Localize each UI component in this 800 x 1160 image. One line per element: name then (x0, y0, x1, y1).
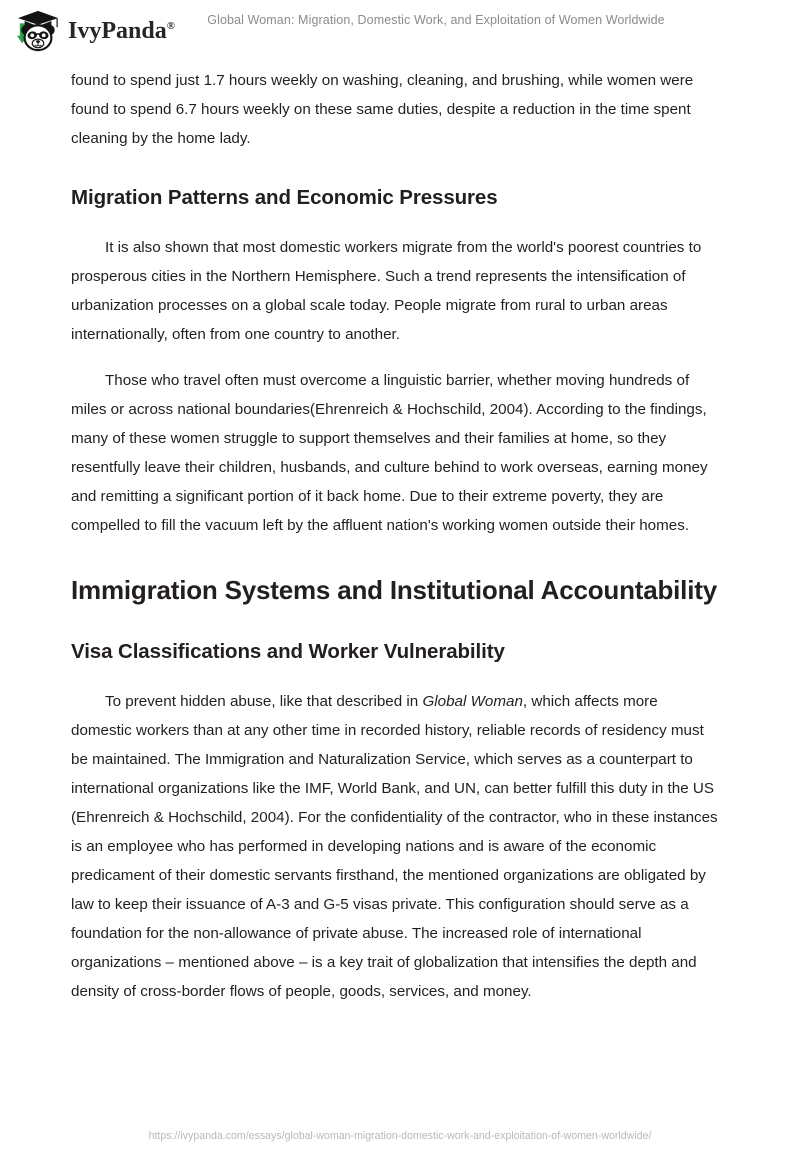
document-body (71, 66, 721, 1006)
document-title: Global Woman: Migration, Domestic Work, and Exploitation of Women Worldwide (207, 13, 665, 27)
paragraph-visa-rest: , which affects more domestic workers than at any other time in recorded history, reliable records of residency must be maintained. The Immigration and Naturalization Service, which serves as a counterpart to international organizations like the IMF, World Bank, and UN, can better fulfill this duty in the US (Ehrenreich & Hochschild, 2004). For the confidentiality of the contractor, who in these instances is an employee who has performed in developing nations and is aware of the economic predicament of their domestic servants firsthand, the mentioned organizations are obligated by law to keep their issuance of A-3 and G-5 visas private. This configuration should serve as a foundation for the non-allowance of private abuse. The increased role of international organizations – mentioned above – is a key trait of globalization that intensifies the depth and density of cross-border flows of people, goods, services, and money. (71, 693, 718, 1000)
heading-visa-classifications: Visa Classifications and Worker Vulnerability (71, 640, 505, 663)
brand-name-text: IvyPanda (68, 18, 167, 44)
paragraph-visa (71, 687, 721, 1006)
heading-migration-patterns: Migration Patterns and Economic Pressures (71, 186, 498, 209)
paragraph-migration-1: It is also shown that most domestic workers migrate from the world's poorest countries to prosperous cities in the Northern Hemisphere. Such a trend represents the intensification of urbanization processes on a global scale today. People migrate from rural to urban areas internationally, often from one country to another. (71, 239, 702, 343)
registered-mark: ® (166, 20, 175, 32)
heading-immigration-systems: Immigration Systems and Institutional Accountability (71, 575, 717, 605)
source-url[interactable]: https://ivypanda.com/essays/global-woman-migration-domestic-work-and-exploitation-of-women-worldwide/ (148, 1130, 652, 1142)
paragraph-visa-lead: To prevent hidden abuse, like that described in (105, 693, 423, 710)
page-header (0, 0, 800, 62)
page-footer (0, 1126, 800, 1144)
paragraph-continued: found to spend just 1.7 hours weekly on washing, cleaning, and brushing, while women were found to spend 6.7 hours weekly on these same duties, despite a reduction in the time spent cleaning by the home lady. (71, 72, 694, 147)
paragraph-migration-2: Those who travel often must overcome a linguistic barrier, whether moving hundreds of miles or across national boundaries(Ehrenreich & Hochschild, 2004). According to the findings, many of these women struggle to support themselves and their families at home, so they resentfully leave their children, husbands, and culture behind to work overseas, earning money and remitting a significant portion of it back home. Due to their extreme poverty, they are compelled to fill the vacuum left by the affluent nation's working women outside their homes. (71, 372, 708, 534)
book-title-italic: Global Woman (422, 693, 523, 710)
